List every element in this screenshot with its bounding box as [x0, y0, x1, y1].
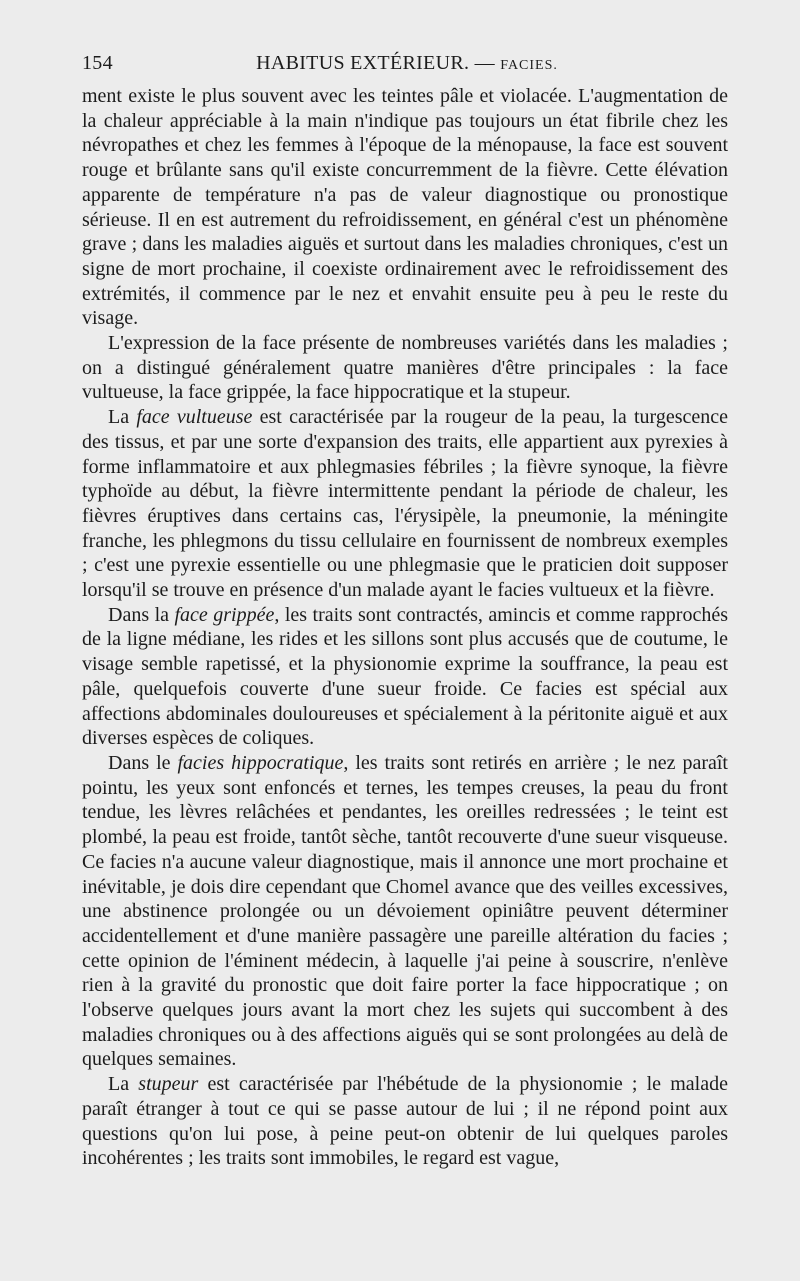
paragraph-text: Dans la [108, 603, 175, 626]
paragraph-facies-hippocratique [82, 751, 728, 1072]
italic-term: face grippée [174, 603, 275, 626]
paragraph-face-grippee [82, 603, 728, 751]
running-title [82, 50, 732, 79]
paragraph-text: , les traits sont contractés, amincis et comme rapprochés de la ligne médiane, les rides et les sillons sont plus accusés que de coutume, le visage semble rapetissé, et la physionomie exprime la souffrance, la peau est pâle, quelquefois couverte d'une sueur froide. Ce facies est spécial aux affections abdominales douloureuses et spécialement à la péritonite aiguë et aux diverses espèces de coliques. [82, 603, 729, 750]
paragraph-text: ment existe le plus souvent avec les teintes pâle et violacée. L'augmentation de la chaleur appréciable à la main n'indique pas toujours un état fibrile chez les névropathes et chez les femmes à l'époque de la ménopause, la face est souvent rouge et brûlante sans qu'il existe concurremment de la fièvre. Cette élévation apparente de température n'a pas de valeur diagnostique ou pronostique sérieuse. Il en est autrement du refroidissement, en général c'est un phénomène grave ; dans les maladies aiguës et surtout dans les maladies chroniques, c'est un signe de mort prochaine, il coexiste ordinairement avec le refroidissement des extrémités, il commence par le nez et envahit ensuite peu à peu le reste du visage. [82, 85, 728, 330]
chapter-title: HABITUS EXTÉRIEUR. [256, 52, 470, 74]
paragraph-text: L'expression de la face présente de nombreuses variétés dans les maladies ; on a distingué généralement quatre manières d'être principales : la face vultueuse, la face grippée, la face hippocratique et la stupeur. [82, 332, 728, 404]
paragraph-stupeur [82, 1072, 728, 1171]
italic-term: face vultueuse [136, 406, 253, 429]
paragraph-text: La [108, 406, 137, 429]
italic-term: facies hippocratique [177, 751, 344, 774]
running-header [82, 50, 732, 76]
page-number: 154 [82, 52, 113, 74]
paragraph-text: , les traits sont retirés en arrière ; le nez paraît pointu, les yeux sont enfoncés et ternes, les tempes creuses, la peau du front tendue, les lèvres relâchées et pendantes, les oreilles redressées ; le teint est plombé, la peau est froide, tantôt sèche, tantôt recouverte d'une sueur visqueuse. Ce facies n'a aucune valeur diagnostique, mais il annonce une mort prochaine et inévitable, je dois dire cependant que Chomel avance que des veilles excessives, une abstinence prolongée ou un dévoiement opiniâtre peuvent déterminer accidentellement et d'une manière passagère une pareille altération du facies ; cette opinion de l'éminent médecin, à laquelle j'ai peine à souscrire, n'enlève rien à la gravité du pronostic que doit faire porter la face hippocratique ; on l'observe quelques jours avant la mort chez les sujets qui succombent à des maladies chroniques ou à des affections aiguës qui se sont prolongées au delà de quelques semaines. [82, 751, 728, 1071]
paragraph-text: est caractérisée par l'hébétude de la physionomie ; le malade paraît étranger à tout ce qui se passe autour de lui ; il ne répond point aux questions qu'on lui pose, à peine peut-on obtenir de lui quelques paroles incohérentes ; les traits sont immobiles, le regard est vague, [82, 1073, 728, 1170]
paragraph-face-vultueuse [82, 405, 728, 603]
paragraph-text: est caractérisée par la rougeur de la peau, la turgescence des tissus, et par une sorte d'expansion des traits, elle appartient aux pyrexies à forme inflammatoire et aux phlegmasies fébriles ; la fièvre synoque, la fièvre typhoïde au début, la fièvre intermittente pendant la période de chaleur, les fièvres éruptives dans certains cas, l'érysipèle, la pneumonie, la méningite franche, les phlegmons du tissu cellulaire en fournissent de nombreux exemples ; c'est une pyrexie essentielle ou une phlegmasie que le praticien doit supposer lorsqu'il se trouve en présence d'un malade ayant le facies vultueux et la fièvre. [82, 406, 728, 602]
paragraph-text: La [108, 1073, 139, 1096]
italic-term: stupeur [138, 1073, 199, 1096]
paragraph-expressions [82, 331, 728, 405]
paragraph-text: Dans le [108, 751, 178, 774]
body-text [82, 84, 728, 1171]
title-separator: — [474, 52, 495, 74]
section-title: FACIES. [500, 58, 558, 73]
paragraph-continued [82, 84, 728, 331]
